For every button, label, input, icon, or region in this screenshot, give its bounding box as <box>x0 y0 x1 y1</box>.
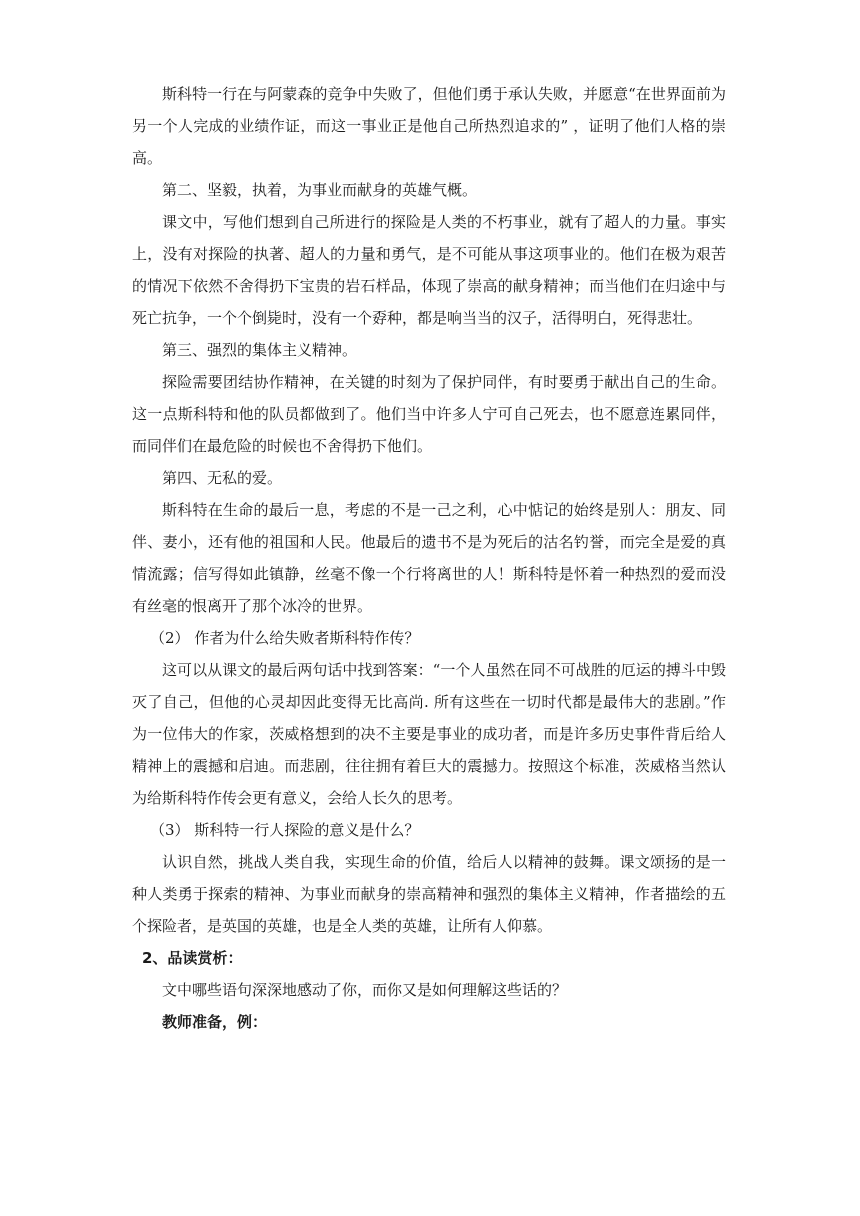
section-2-heading: 2、品读赏析： <box>142 949 243 967</box>
answer-2: 这可以从课文的最后两句话中找到答案：“一个人虽然在同不可战胜的厄运的搏斗中毁灭了自己，但他的心灵却因此变得无比高尚. 所有这些在一切时代都是最伟大的悲剧。”作为一位伟大的作家，茨威格想到的决不主要是事业的成功者，而是许多历史事件背后给人精神上的震撼和启迪。而悲剧，往往拥有着巨大的震撼力。按照这个标准，茨威格当然认为给斯科特作传会更有意义，会给人长久的思考。 <box>132 661 726 807</box>
teacher-prep-heading: 教师准备，例： <box>162 1013 268 1031</box>
point-three-heading: 第三、强烈的集体主义精神。 <box>162 341 358 359</box>
point-two-heading: 第二、坚毅，执着，为事业而献身的英雄气概。 <box>162 181 478 199</box>
point-four-heading: 第四、无私的爱。 <box>162 469 283 487</box>
question-3: （3） 斯科特一行人探险的意义是什么？ <box>150 821 420 839</box>
paragraph-perseverance: 课文中，写他们想到自己所进行的探险是人类的不朽事业，就有了超人的力量。事实上，没有对探险的执著、超人的力量和勇气，是不可能从事这项事业的。他们在极为艰苦的情况下依然不舍得扔下宝贵的岩石样品，体现了崇高的献身精神；而当他们在归途中与死亡抗争，一个个倒毙时，没有一个孬种，都是响当当的汉子，活得明白，死得悲壮。 <box>132 213 726 327</box>
document-body <box>132 78 726 1038</box>
paragraph-selfless-love: 斯科特在生命的最后一息，考虑的不是一己之利，心中惦记的始终是别人：朋友、同伴、妻小，还有他的祖国和人民。他最后的遗书不是为死后的沽名钓誉，而完全是爱的真情流露；信写得如此镇静，丝毫不像一个行将离世的人！斯科特是怀着一种热烈的爱而没有丝毫的恨离开了那个冰冷的世界。 <box>132 501 726 615</box>
paragraph-scott-admits-failure: 斯科特一行在与阿蒙森的竞争中失败了，但他们勇于承认失败，并愿意“在世界面前为另一个人完成的业绩作证，而这一事业正是他自己所热烈追求的” ，证明了他们人格的崇高。 <box>132 85 726 167</box>
question-2: （2） 作者为什么给失败者斯科特作传？ <box>150 629 420 647</box>
paragraph-collectivism: 探险需要团结协作精神，在关键的时刻为了保护同伴，有时要勇于献出自己的生命。这一点斯科特和他的队员都做到了。他们当中许多人宁可自己死去，也不愿意连累同伴，而同伴们在最危险的时候也不舍得扔下他们。 <box>132 373 726 455</box>
section-2-question: 文中哪些语句深深地感动了你，而你又是如何理解这些话的？ <box>162 981 568 999</box>
answer-3: 认识自然，挑战人类自我，实现生命的价值，给后人以精神的鼓舞。课文颂扬的是一种人类勇于探索的精神、为事业而献身的崇高精神和强烈的集体主义精神，作者描绘的五个探险者，是英国的英雄，也是全人类的英雄，让所有人仰慕。 <box>132 853 726 935</box>
